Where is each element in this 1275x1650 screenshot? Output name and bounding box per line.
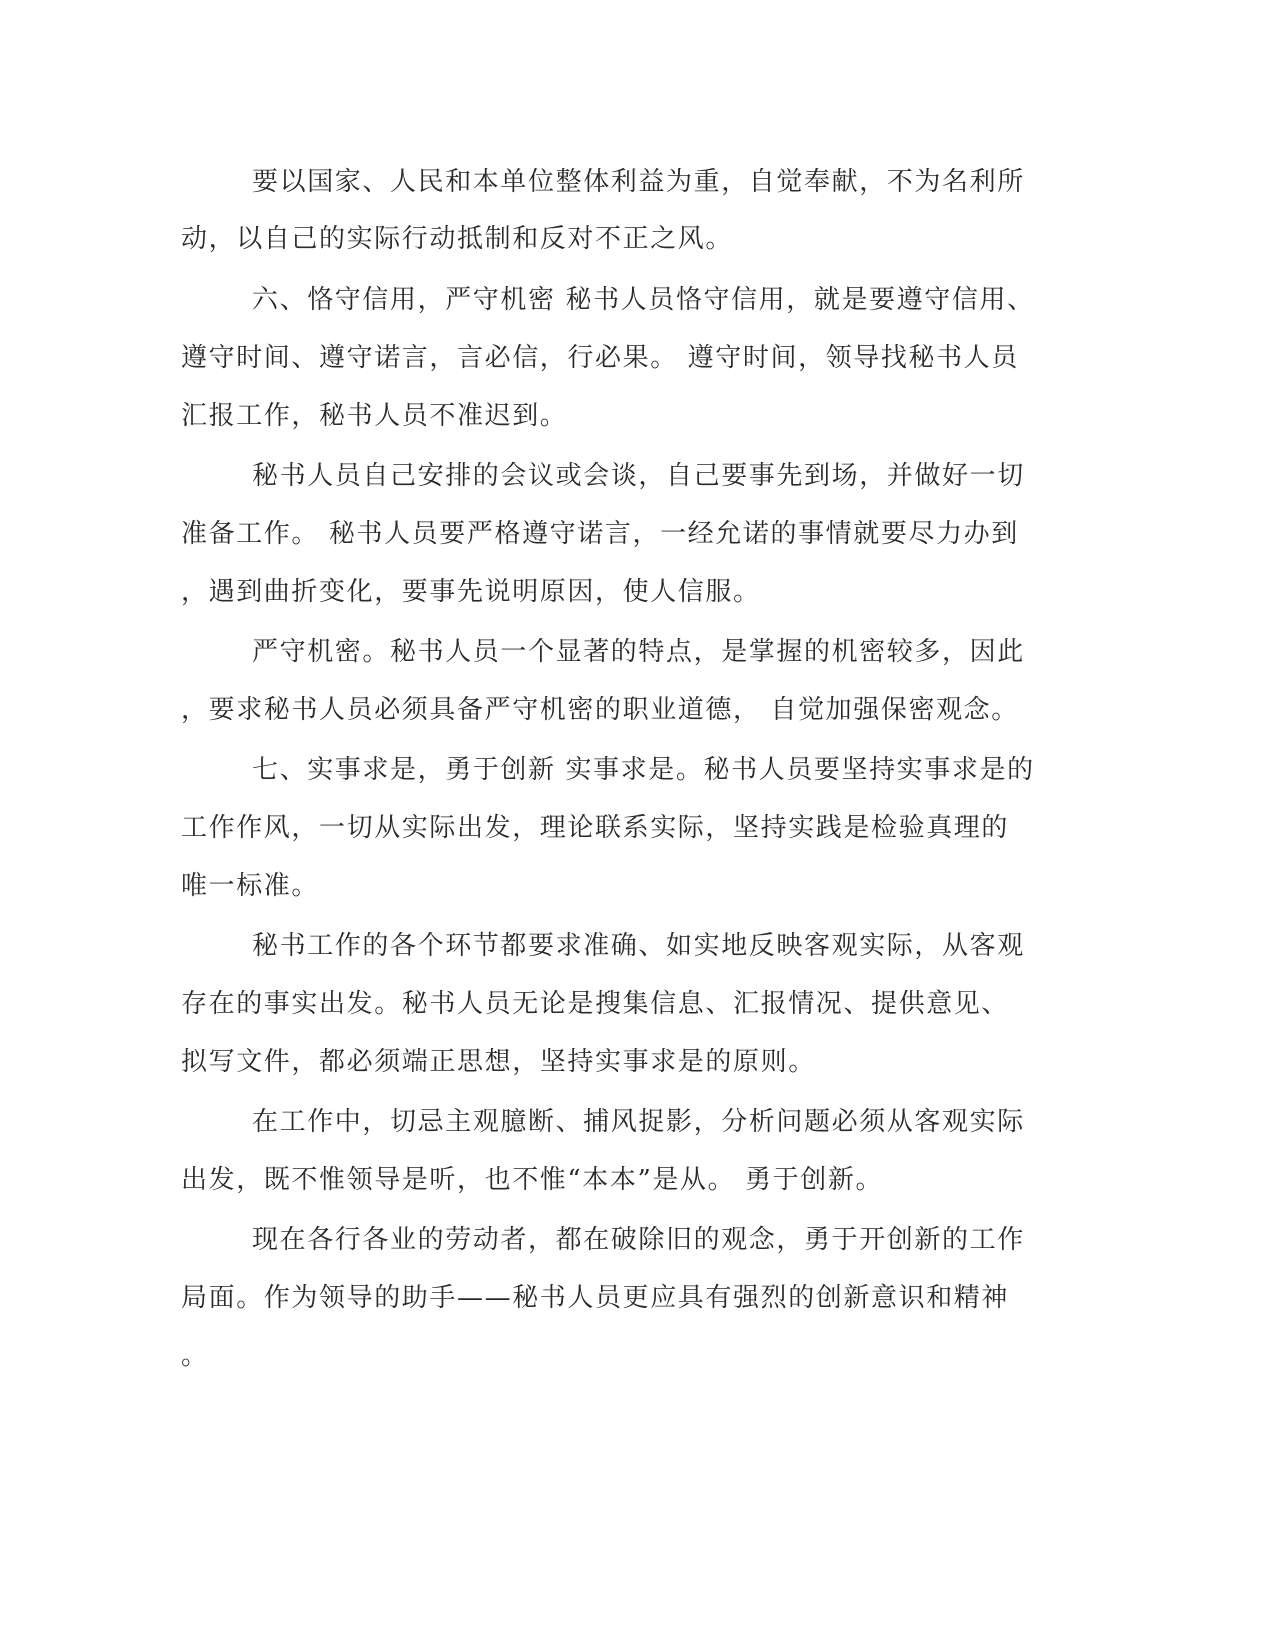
text-line: 。 [181, 1341, 209, 1371]
text-line: 秘书人员自己安排的会议或会谈，自己要事先到场，并做好一切 [252, 461, 1025, 491]
text-line: 秘书工作的各个环节都要求准确、如实地反映客观实际，从客观 [252, 931, 1025, 961]
text-line: 在工作中，切忌主观臆断、捕风捉影，分析问题必须从客观实际 [252, 1107, 1025, 1137]
text-line: 汇报工作，秘书人员不准迟到。 [181, 401, 568, 431]
text-line: 唯一标准。 [181, 871, 320, 901]
text-line: 出发，既不惟领导是听，也不惟“本本”是从。 勇于创新。 [181, 1165, 884, 1195]
text-line: 动，以自己的实际行动抵制和反对不正之风。 [181, 224, 734, 254]
text-line: 准备工作。 秘书人员要严格遵守诺言，一经允诺的事情就要尽力办到 [181, 519, 1019, 549]
section-heading-line: 六、恪守信用，严守机密 秘书人员恪守信用，就是要遵守信用、 [252, 285, 1035, 315]
text-line: ，遇到曲折变化，要事先说明原因，使人信服。 [181, 577, 761, 607]
text-line: 现在各行各业的劳动者，都在破除旧的观念，勇于开创新的工作 [252, 1225, 1025, 1255]
text-line: 遵守时间、遵守诺言，言必信，行必果。 遵守时间，领导找秘书人员 [181, 343, 1019, 373]
text-line: 严守机密。秘书人员一个显著的特点，是掌握的机密较多，因此 [252, 637, 1025, 667]
text-line: ，要求秘书人员必须具备严守机密的职业道德， 自觉加强保密观念。 [181, 695, 1019, 725]
text-line: 拟写文件，都必须端正思想，坚持实事求是的原则。 [181, 1047, 816, 1077]
text-line: 局面。作为领导的助手——秘书人员更应具有强烈的创新意识和精神 [181, 1283, 1010, 1313]
text-line: 要以国家、人民和本单位整体利益为重，自觉奉献，不为名利所 [252, 167, 1025, 197]
section-heading-line: 七、实事求是，勇于创新 实事求是。秘书人员要坚持实事求是的 [252, 755, 1035, 785]
text-line: 工作作风，一切从实际出发，理论联系实际，坚持实践是检验真理的 [181, 813, 1010, 843]
text-line: 存在的事实出发。秘书人员无论是搜集信息、汇报情况、提供意见、 [181, 989, 1010, 1019]
